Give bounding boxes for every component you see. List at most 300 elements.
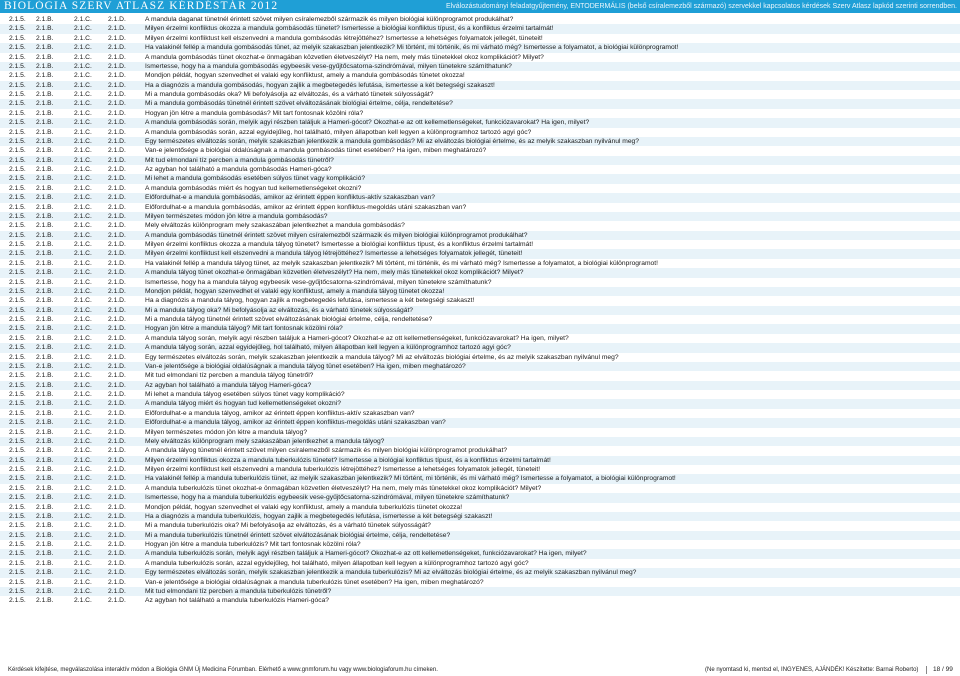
code-col-2: 2.1.B.: [36, 231, 54, 239]
question-text: Hogyan jön létre a mandula tályog? Mit tart fontosnak közölni róla?: [145, 325, 343, 333]
question-text: A mandula gombásodás tünet okozhat-e önmagában közvetlen életveszélyt? Ha nem, mely más tünetekkel okoz komplikációt? Milyet?: [145, 53, 544, 61]
question-text: Milyen érzelmi konfliktus okozza a mandula tuberkulózis tünetet? Ismertesse a biológiai konfliktus típust, és a konfliktus érzelmi tartalmát!: [145, 456, 551, 464]
code-col-2: 2.1.B.: [36, 381, 54, 389]
question-text: A mandula gombásodás miért és hogyan tud kellemetlenségeket okozni?: [145, 184, 362, 192]
code-col-4: 2.1.D.: [108, 353, 126, 361]
code-col-4: 2.1.D.: [108, 531, 126, 539]
code-col-4: 2.1.D.: [108, 578, 126, 586]
table-row: [0, 587, 960, 596]
code-col-2: 2.1.B.: [36, 194, 54, 202]
question-text: Az agyban hol található a mandula gombásodás Hameri-góca?: [145, 166, 332, 173]
code-col-2: 2.1.B.: [36, 184, 54, 192]
table-row: [0, 559, 960, 568]
table-row: [0, 409, 960, 418]
code-col-4: 2.1.D.: [108, 447, 126, 455]
code-col-3: 2.1.C.: [74, 456, 92, 464]
code-col-1: 2.1.5.: [9, 447, 26, 455]
code-col-1: 2.1.5.: [9, 194, 26, 202]
code-col-4: 2.1.D.: [108, 166, 126, 173]
code-col-4: 2.1.D.: [108, 475, 126, 483]
code-col-1: 2.1.5.: [9, 250, 26, 258]
code-col-1: 2.1.5.: [9, 203, 26, 211]
code-col-2: 2.1.B.: [36, 550, 54, 558]
code-col-3: 2.1.C.: [74, 428, 92, 436]
code-col-1: 2.1.5.: [9, 156, 26, 164]
code-col-4: 2.1.D.: [108, 512, 126, 520]
code-col-4: 2.1.D.: [108, 109, 126, 117]
code-col-2: 2.1.B.: [36, 316, 54, 323]
code-col-2: 2.1.B.: [36, 466, 54, 473]
code-col-4: 2.1.D.: [108, 409, 126, 417]
code-col-2: 2.1.B.: [36, 541, 54, 548]
code-col-3: 2.1.C.: [74, 44, 92, 52]
code-col-1: 2.1.5.: [9, 278, 26, 286]
code-col-2: 2.1.B.: [36, 334, 54, 342]
code-col-2: 2.1.B.: [36, 494, 54, 502]
table-row: [0, 118, 960, 127]
code-col-1: 2.1.5.: [9, 44, 26, 52]
footer-credit: (Ne nyomtasd ki, mentsd el, INGYENES, AJÁNDÉK! Készítette: Barnai Roberto): [705, 667, 919, 673]
question-text: Előfordulhat-e a mandula tályog, amikor az érintett éppen konfliktus-megoldás utáni szakaszban van?: [145, 419, 446, 427]
code-col-4: 2.1.D.: [108, 137, 126, 145]
table-row: [0, 334, 960, 343]
question-text: Mit tud elmondani tíz percben a mandula tuberkulózis tünetről?: [145, 587, 332, 595]
question-text: A mandula tuberkulózis során, azzal egyidejűleg, hol található, milyen állapotban kell legyen a különprogramhoz tartozó agyi góc?: [145, 559, 529, 567]
table-row: [0, 381, 960, 390]
table-row: [0, 71, 960, 80]
code-col-3: 2.1.C.: [74, 269, 92, 277]
code-col-3: 2.1.C.: [74, 306, 92, 314]
table-row: [0, 353, 960, 362]
question-text: Ha a diagnózis a mandula tuberkulózis, hogyan zajlik a megbetegedés lefutása, ismertesse a két betegségi szakaszt!: [145, 512, 493, 520]
table-row: [0, 184, 960, 193]
code-col-3: 2.1.C.: [74, 437, 92, 445]
code-col-4: 2.1.D.: [108, 184, 126, 192]
question-text: Mi a mandula gombásodás oka? Mi befolyásolja az elváltozás, és a várható tünetek súlyosságát?: [145, 91, 434, 98]
question-text: Mi a mandula tuberkulózis tünetnél érintett szövet elváltozásának biológiai értelme, célja, rendeltetése?: [145, 531, 451, 539]
code-col-2: 2.1.B.: [36, 372, 54, 380]
table-row: [0, 446, 960, 455]
table-row: [0, 568, 960, 577]
code-col-3: 2.1.C.: [74, 391, 92, 398]
code-col-3: 2.1.C.: [74, 175, 92, 183]
code-col-3: 2.1.C.: [74, 119, 92, 127]
code-col-1: 2.1.5.: [9, 212, 26, 220]
table-row: [0, 306, 960, 315]
code-col-2: 2.1.B.: [36, 16, 54, 23]
question-text: Egy természetes elváltozás során, melyik szakaszban jelentkezik a mandula tályog? Mi az elváltozás biológiai értelme, és az melyik szakaszban nyilvánul meg?: [145, 353, 619, 361]
code-col-2: 2.1.B.: [36, 269, 54, 277]
code-col-3: 2.1.C.: [74, 531, 92, 539]
footer-note: Kérdések kifejtése, megválaszolása interaktív módon a Biológia GNM Új Medicina Fórumban. Elérhető a www.gnmforum.hu vagy www.biologiaforum.hu címeken.: [8, 667, 438, 673]
code-col-1: 2.1.5.: [9, 531, 26, 539]
table-row: [0, 287, 960, 296]
code-col-2: 2.1.B.: [36, 287, 54, 295]
question-text: A mandula daganat tünetnél érintett szövet milyen csíralemezből származik és milyen biológiai különprogramot produkálhat?: [145, 16, 514, 23]
table-row: [0, 15, 960, 24]
code-col-2: 2.1.B.: [36, 72, 54, 80]
question-text: Mondjon példát, hogyan szenvedhet el valaki egy konfliktust, amely a mandula tályog tünetet okozza!: [145, 287, 445, 295]
code-col-4: 2.1.D.: [108, 597, 126, 605]
code-col-1: 2.1.5.: [9, 100, 26, 108]
document-title: BIOLÓGIA SZERV ATLASZ KÉRDÉSTÁR 2012: [4, 0, 279, 12]
code-col-4: 2.1.D.: [108, 316, 126, 323]
question-text: Az agyban hol található a mandula tuberkulózis Hameri-góca?: [145, 597, 330, 605]
question-text: Ha a diagnózis a mandula gombásodás, hogyan zajlik a megbetegedés lefutása, ismertesse a két betegségi szakaszt!: [145, 81, 495, 89]
code-col-2: 2.1.B.: [36, 100, 54, 108]
code-col-3: 2.1.C.: [74, 100, 92, 108]
code-col-3: 2.1.C.: [74, 156, 92, 164]
code-col-1: 2.1.5.: [9, 222, 26, 230]
question-text: Milyen érzelmi konfliktus okozza a mandula gombásodás tünetet? Ismertesse a biológiai konfliktus típust, és a konfliktus érzelmi tartalmát!: [145, 25, 554, 33]
code-col-4: 2.1.D.: [108, 269, 126, 277]
question-text: Mit tud elmondani tíz percben a mandula tályog tünetről?: [145, 372, 314, 380]
table-row: [0, 203, 960, 212]
code-col-4: 2.1.D.: [108, 53, 126, 61]
code-col-3: 2.1.C.: [74, 203, 92, 211]
question-text: Ha valakinél fellép a mandula gombásodás tünet, az melyik szakaszban jelentkezik? Mi történt, mi történik, és mi várható még? Ismertesse a folyamatot, a biológiai különprogramot!: [145, 44, 679, 52]
code-col-4: 2.1.D.: [108, 259, 126, 267]
code-col-3: 2.1.C.: [74, 409, 92, 417]
question-text: A mandula gombásodás során, melyik agyi részben találjuk a Hameri-gócot? Okozhat-e az ott kellemetlenségeket, funkciózavarokat? Ha igen, milyet?: [145, 119, 590, 127]
code-col-1: 2.1.5.: [9, 503, 26, 511]
code-col-1: 2.1.5.: [9, 119, 26, 127]
code-col-3: 2.1.C.: [74, 128, 92, 136]
question-text: Ha a diagnózis a mandula tályog, hogyan zajlik a megbetegedés lefutása, ismertesse a két betegségi szakaszt!: [145, 297, 475, 305]
page-header: [0, 0, 960, 13]
code-col-2: 2.1.B.: [36, 175, 54, 183]
code-col-2: 2.1.B.: [36, 559, 54, 567]
code-col-4: 2.1.D.: [108, 297, 126, 305]
code-col-1: 2.1.5.: [9, 541, 26, 548]
question-text: A mandula tuberkulózis során, melyik agyi részben találjuk a Hameri-gócot? Okozhat-e az ott kellemetlenségeket, funkciózavarokat? Ha igen, milyet?: [145, 550, 587, 558]
question-text: Milyen természetes módon jön létre a mandula tályog?: [145, 428, 308, 436]
page-footer: [0, 664, 960, 676]
table-row: [0, 240, 960, 249]
code-col-3: 2.1.C.: [74, 137, 92, 145]
code-col-4: 2.1.D.: [108, 128, 126, 136]
table-row: [0, 324, 960, 333]
question-text: Egy természetes elváltozás során, melyik szakaszban jelentkezik a mandula tuberkulózis? Mi az elváltozás biológiai értelme, és az melyik szakaszban nyilvánul meg?: [145, 569, 637, 577]
code-col-4: 2.1.D.: [108, 194, 126, 202]
code-col-4: 2.1.D.: [108, 72, 126, 80]
code-col-3: 2.1.C.: [74, 475, 92, 483]
code-col-4: 2.1.D.: [108, 241, 126, 248]
code-col-1: 2.1.5.: [9, 362, 26, 370]
code-col-2: 2.1.B.: [36, 522, 54, 530]
question-text: A mandula tályog során, melyik agyi részben találjuk a Hameri-gócot? Okozhat-e az ott kellemetlenségeket, funkciózavarokat? Ha igen, milyet?: [145, 334, 569, 342]
code-col-3: 2.1.C.: [74, 578, 92, 586]
code-col-2: 2.1.B.: [36, 250, 54, 258]
code-col-3: 2.1.C.: [74, 72, 92, 80]
code-col-1: 2.1.5.: [9, 259, 26, 267]
code-col-1: 2.1.5.: [9, 494, 26, 502]
code-col-3: 2.1.C.: [74, 587, 92, 595]
code-col-1: 2.1.5.: [9, 334, 26, 342]
question-text: A mandula tályog tünetnél érintett szövet milyen csíralemezből származik és milyen biológiai különprogramot produkálhat?: [145, 447, 508, 455]
code-col-2: 2.1.B.: [36, 34, 54, 42]
question-text: Egy természetes elváltozás során, melyik szakaszban jelentkezik a mandula gombásodás? Mi az elváltozás biológiai értelme, és az melyik szakaszban nyilvánul meg?: [145, 137, 639, 145]
code-col-2: 2.1.B.: [36, 156, 54, 164]
table-row: [0, 99, 960, 108]
code-col-4: 2.1.D.: [108, 419, 126, 427]
code-col-4: 2.1.D.: [108, 522, 126, 530]
code-col-2: 2.1.B.: [36, 409, 54, 417]
code-col-1: 2.1.5.: [9, 287, 26, 295]
question-text: Mi a mandula gombásodás tünetnél érintett szövet elváltozásának biológiai értelme, célja, rendeltetése?: [145, 100, 453, 108]
code-col-4: 2.1.D.: [108, 231, 126, 239]
code-col-2: 2.1.B.: [36, 119, 54, 127]
code-col-3: 2.1.C.: [74, 16, 92, 23]
code-col-3: 2.1.C.: [74, 81, 92, 89]
table-row: [0, 456, 960, 465]
table-row: [0, 493, 960, 502]
code-col-4: 2.1.D.: [108, 372, 126, 380]
code-col-3: 2.1.C.: [74, 512, 92, 520]
code-col-3: 2.1.C.: [74, 250, 92, 258]
code-col-2: 2.1.B.: [36, 484, 54, 492]
question-text: Hogyan jön létre a mandula tuberkulózis? Mit tart fontosnak közölni róla?: [145, 541, 361, 548]
table-row: [0, 156, 960, 165]
code-col-2: 2.1.B.: [36, 222, 54, 230]
code-col-1: 2.1.5.: [9, 184, 26, 192]
code-col-1: 2.1.5.: [9, 166, 26, 173]
code-col-1: 2.1.5.: [9, 62, 26, 70]
table-row: [0, 165, 960, 174]
table-row: [0, 249, 960, 258]
question-text: Milyen érzelmi konfliktust kell elszenvedni a mandula gombásodás létrejöttéhez? Ismertesse a lehetséges folyamatok jellegét, tüneteit!: [145, 34, 543, 42]
code-col-4: 2.1.D.: [108, 62, 126, 70]
code-col-3: 2.1.C.: [74, 166, 92, 173]
code-col-3: 2.1.C.: [74, 109, 92, 117]
document-subtitle: Elválozástudományi feladatgyűjtemény, ENTODERMÁLIS (belső csíralemezből származó) szervekkel kapcsolatos kérdések Szerv Atlasz lapkód szerinti sorrendben.: [446, 3, 957, 10]
code-col-2: 2.1.B.: [36, 109, 54, 117]
code-col-1: 2.1.5.: [9, 325, 26, 333]
code-col-1: 2.1.5.: [9, 522, 26, 530]
table-row: [0, 24, 960, 33]
code-col-2: 2.1.B.: [36, 344, 54, 352]
code-col-2: 2.1.B.: [36, 44, 54, 52]
code-col-2: 2.1.B.: [36, 278, 54, 286]
question-text: Mondjon példát, hogyan szenvedhet el valaki egy konfliktust, amely a mandula gombásodás tünetet okozza!: [145, 72, 465, 80]
table-row: [0, 259, 960, 268]
code-col-4: 2.1.D.: [108, 175, 126, 183]
code-col-3: 2.1.C.: [74, 194, 92, 202]
table-row: [0, 503, 960, 512]
question-text: A mandula tuberkulózis tünet okozhat-e önmagában közvetlen életveszélyt? Ha nem, mely más tünetekkel okoz komplikációt? Milyet?: [145, 484, 542, 492]
code-col-1: 2.1.5.: [9, 353, 26, 361]
page-number: 18 / 99: [933, 666, 953, 673]
question-text: Van-e jelentősége a biológiai oldalúságnak a mandula tuberkulózis tünet esetében? Ha igen, miben meghatározó?: [145, 578, 484, 586]
table-row: [0, 437, 960, 446]
code-col-1: 2.1.5.: [9, 175, 26, 183]
code-col-2: 2.1.B.: [36, 212, 54, 220]
code-col-1: 2.1.5.: [9, 34, 26, 42]
code-col-3: 2.1.C.: [74, 184, 92, 192]
code-col-4: 2.1.D.: [108, 119, 126, 127]
code-col-1: 2.1.5.: [9, 597, 26, 605]
code-col-2: 2.1.B.: [36, 587, 54, 595]
question-text: Ismertesse, hogy ha a mandula tályog egybeesik vese-gyűjtőcsatorna-szindrómával, milyen tünetekre számíthatunk?: [145, 278, 492, 286]
code-col-1: 2.1.5.: [9, 512, 26, 520]
code-col-1: 2.1.5.: [9, 241, 26, 248]
code-col-2: 2.1.B.: [36, 91, 54, 98]
code-col-3: 2.1.C.: [74, 53, 92, 61]
table-row: [0, 90, 960, 99]
question-text: Mely elváltozás különprogram mely szakaszában jelentkezhet a mandula gombásodás?: [145, 222, 405, 230]
code-col-2: 2.1.B.: [36, 297, 54, 305]
code-col-1: 2.1.5.: [9, 231, 26, 239]
question-text: Van-e jelentősége a biológiai oldalúságnak a mandula gombásodás tünet esetében? Ha igen, miben meghatározó?: [145, 147, 487, 155]
code-col-2: 2.1.B.: [36, 512, 54, 520]
question-text: Milyen érzelmi konfliktus okozza a mandula tályog tünetet? Ismertesse a biológiai konfliktus típust, és a konfliktus érzelmi tartalmát!: [145, 241, 534, 248]
code-col-1: 2.1.5.: [9, 428, 26, 436]
table-row: [0, 268, 960, 277]
question-text: Előfordulhat-e a mandula tályog, amikor az érintett éppen konfliktus-aktív szakaszban van?: [145, 409, 415, 417]
code-col-3: 2.1.C.: [74, 353, 92, 361]
code-col-3: 2.1.C.: [74, 541, 92, 548]
code-col-4: 2.1.D.: [108, 306, 126, 314]
code-col-1: 2.1.5.: [9, 72, 26, 80]
code-col-2: 2.1.B.: [36, 419, 54, 427]
table-row: [0, 193, 960, 202]
code-col-4: 2.1.D.: [108, 344, 126, 352]
code-col-3: 2.1.C.: [74, 316, 92, 323]
code-col-4: 2.1.D.: [108, 400, 126, 408]
table-row: [0, 43, 960, 52]
code-col-2: 2.1.B.: [36, 503, 54, 511]
table-row: [0, 137, 960, 146]
code-col-1: 2.1.5.: [9, 297, 26, 305]
table-row: [0, 146, 960, 155]
table-row: [0, 212, 960, 221]
code-col-4: 2.1.D.: [108, 222, 126, 230]
code-col-2: 2.1.B.: [36, 62, 54, 70]
code-col-4: 2.1.D.: [108, 34, 126, 42]
table-row: [0, 521, 960, 530]
code-col-1: 2.1.5.: [9, 91, 26, 98]
question-text: Van-e jelentősége a biológiai oldalúságnak a mandula tályog tünet esetében? Ha igen, miben meghatározó?: [145, 362, 466, 370]
code-col-1: 2.1.5.: [9, 550, 26, 558]
code-col-4: 2.1.D.: [108, 25, 126, 33]
code-col-1: 2.1.5.: [9, 81, 26, 89]
table-row: [0, 512, 960, 521]
table-row: [0, 81, 960, 90]
table-row: [0, 343, 960, 352]
code-col-3: 2.1.C.: [74, 25, 92, 33]
code-col-2: 2.1.B.: [36, 81, 54, 89]
code-col-4: 2.1.D.: [108, 91, 126, 98]
code-col-3: 2.1.C.: [74, 484, 92, 492]
table-row: [0, 315, 960, 324]
code-col-4: 2.1.D.: [108, 569, 126, 577]
code-col-3: 2.1.C.: [74, 344, 92, 352]
code-col-3: 2.1.C.: [74, 325, 92, 333]
code-col-1: 2.1.5.: [9, 456, 26, 464]
code-col-1: 2.1.5.: [9, 137, 26, 145]
table-row: [0, 390, 960, 399]
code-col-4: 2.1.D.: [108, 484, 126, 492]
table-row: [0, 484, 960, 493]
code-col-2: 2.1.B.: [36, 241, 54, 248]
question-text: Mondjon példát, hogyan szenvedhet el valaki egy konfliktust, amely a mandula tuberkulózis tünetet okozza!: [145, 503, 463, 511]
question-text: Előfordulhat-e a mandula gombásodás, amikor az érintett éppen konfliktus-megoldás utáni szakaszban van?: [145, 203, 467, 211]
code-col-3: 2.1.C.: [74, 559, 92, 567]
question-text: Mi a mandula tályog oka? Mi befolyásolja az elváltozás, és a várható tünetek súlyosságát?: [145, 306, 414, 314]
table-row: [0, 231, 960, 240]
question-text: Az agyban hol található a mandula tályog Hameri-góca?: [145, 381, 312, 389]
question-text: A mandula tályog tünet okozhat-e önmagában közvetlen életveszélyt? Ha nem, mely más tünetekkel okoz komplikációt? Milyet?: [145, 269, 524, 277]
code-col-2: 2.1.B.: [36, 53, 54, 61]
code-col-2: 2.1.B.: [36, 578, 54, 586]
question-text: Milyen érzelmi konfliktust kell elszenvedni a mandula tuberkulózis létrejöttéhez? Ismertesse a lehetséges folyamatok jellegét, tüneteit!: [145, 466, 541, 473]
code-col-3: 2.1.C.: [74, 287, 92, 295]
code-col-3: 2.1.C.: [74, 212, 92, 220]
footer-divider: [926, 666, 927, 674]
code-col-3: 2.1.C.: [74, 419, 92, 427]
code-col-1: 2.1.5.: [9, 25, 26, 33]
code-col-3: 2.1.C.: [74, 222, 92, 230]
question-text: Ismertesse, hogy ha a mandula tuberkulózis egybeesik vese-gyűjtőcsatorna-szindrómával, milyen tünetekre számíthatunk?: [145, 494, 510, 502]
code-col-1: 2.1.5.: [9, 109, 26, 117]
question-text: Mi lehet a mandula tályog esetében súlyos tünet vagy komplikáció?: [145, 391, 345, 398]
code-col-2: 2.1.B.: [36, 400, 54, 408]
code-col-2: 2.1.B.: [36, 25, 54, 33]
code-col-3: 2.1.C.: [74, 91, 92, 98]
code-col-3: 2.1.C.: [74, 503, 92, 511]
code-col-2: 2.1.B.: [36, 531, 54, 539]
code-col-1: 2.1.5.: [9, 128, 26, 136]
question-text: Ha valakinél fellép a mandula tályog tünet, az melyik szakaszban jelentkezik? Mi történt, mi történik, és mi várható még? Ismertesse a folyamatot, a biológiai különprogramot!: [145, 259, 658, 267]
code-col-2: 2.1.B.: [36, 437, 54, 445]
code-col-4: 2.1.D.: [108, 428, 126, 436]
table-row: [0, 62, 960, 71]
code-col-3: 2.1.C.: [74, 522, 92, 530]
code-col-4: 2.1.D.: [108, 381, 126, 389]
code-col-1: 2.1.5.: [9, 372, 26, 380]
table-row: [0, 109, 960, 118]
code-col-2: 2.1.B.: [36, 353, 54, 361]
code-col-3: 2.1.C.: [74, 381, 92, 389]
code-col-2: 2.1.B.: [36, 475, 54, 483]
table-row: [0, 531, 960, 540]
code-col-3: 2.1.C.: [74, 550, 92, 558]
table-row: [0, 474, 960, 483]
code-col-1: 2.1.5.: [9, 316, 26, 323]
code-col-1: 2.1.5.: [9, 587, 26, 595]
code-col-3: 2.1.C.: [74, 297, 92, 305]
question-text: Milyen érzelmi konfliktust kell elszenvedni a mandula tályog létrejöttéhez? Ismertesse a lehetséges folyamatok jellegét, tüneteit!: [145, 250, 523, 258]
question-list: [0, 15, 960, 606]
code-col-4: 2.1.D.: [108, 391, 126, 398]
code-col-1: 2.1.5.: [9, 484, 26, 492]
code-col-1: 2.1.5.: [9, 147, 26, 155]
code-col-3: 2.1.C.: [74, 34, 92, 42]
code-col-1: 2.1.5.: [9, 437, 26, 445]
question-text: Mi a mandula tuberkulózis oka? Mi befolyásolja az elváltozás, és a várható tünetek súlyosságát?: [145, 522, 431, 530]
table-row: [0, 53, 960, 62]
code-col-1: 2.1.5.: [9, 306, 26, 314]
code-col-4: 2.1.D.: [108, 16, 126, 23]
code-col-2: 2.1.B.: [36, 325, 54, 333]
code-col-2: 2.1.B.: [36, 447, 54, 455]
table-row: [0, 174, 960, 183]
question-text: Mit tud elmondani tíz percben a mandula gombásodás tünetről?: [145, 156, 334, 164]
code-col-2: 2.1.B.: [36, 166, 54, 173]
table-row: [0, 418, 960, 427]
question-text: Mely elváltozás különprogram mely szakaszában jelentkezhet a mandula tályog?: [145, 437, 385, 445]
code-col-3: 2.1.C.: [74, 334, 92, 342]
